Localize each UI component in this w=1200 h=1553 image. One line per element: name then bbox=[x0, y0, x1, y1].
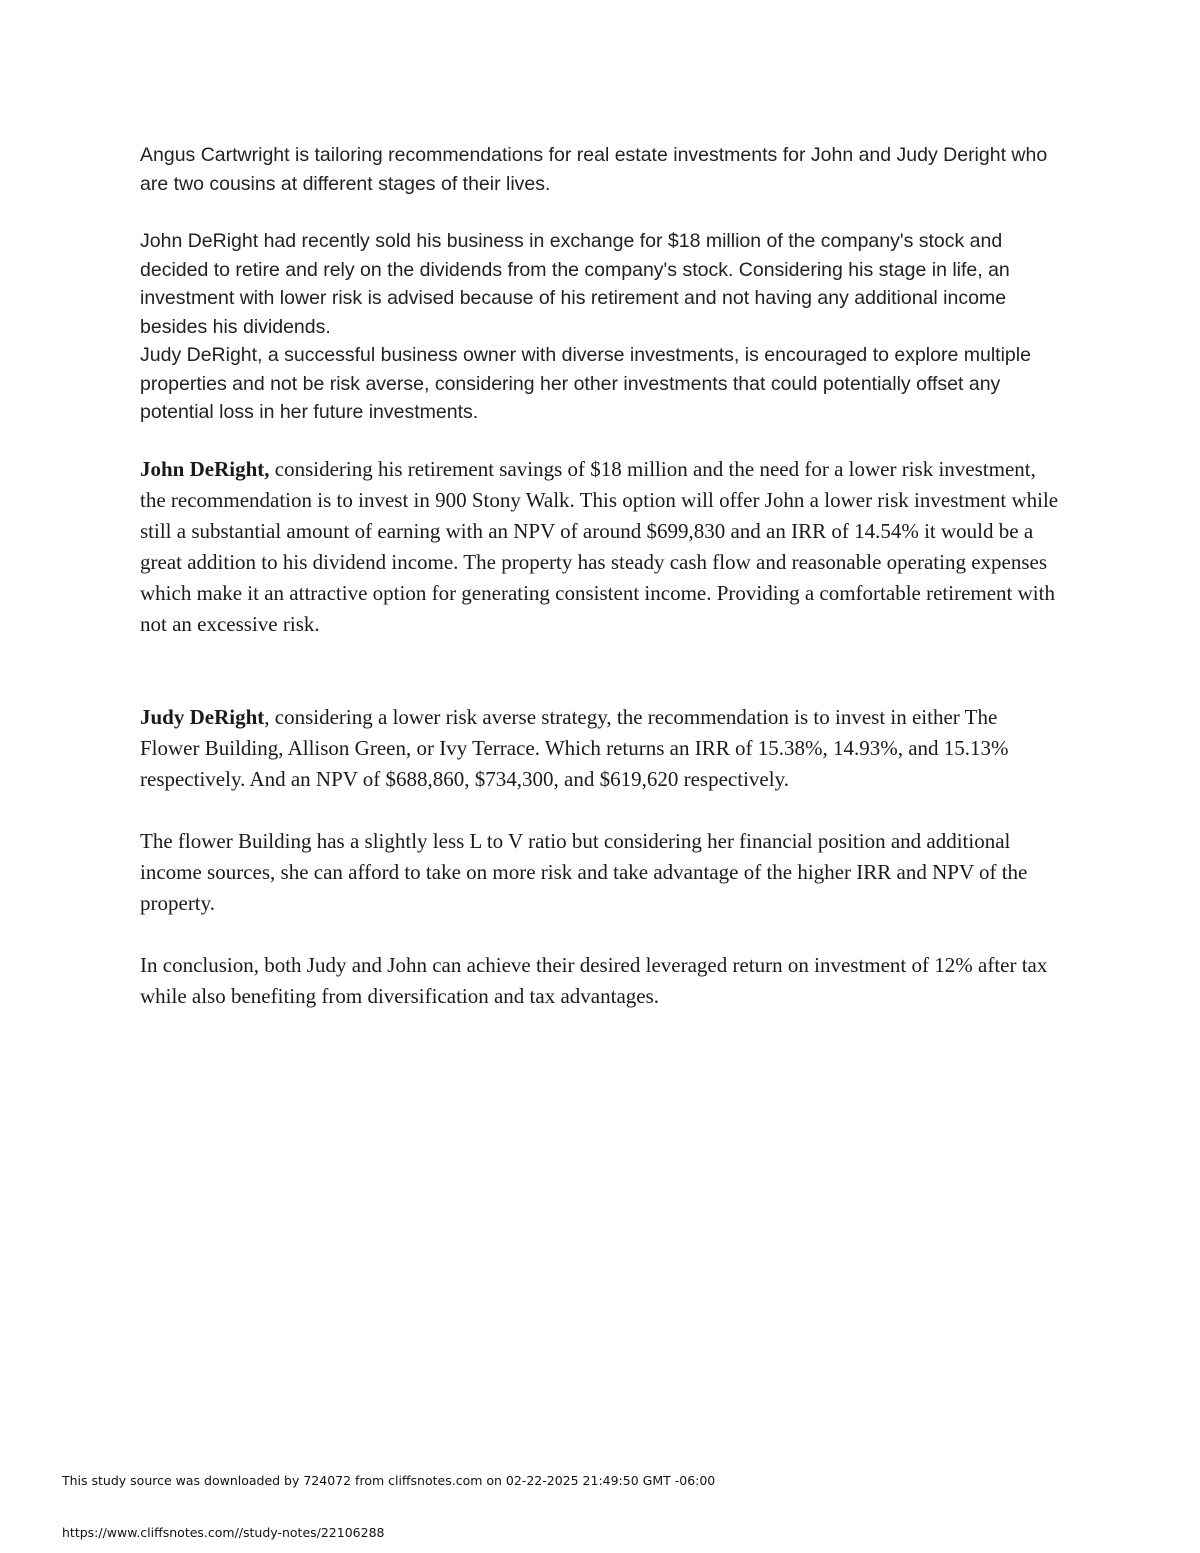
conclusion-text: In conclusion, both Judy and John can achieve their desired leveraged return on investment of 12% after tax while also benefiting from diversification and tax advantages. bbox=[140, 953, 1048, 1008]
judy-followup-text: The flower Building has a slightly less L to V ratio but considering her financial position and additional income sources, she can afford to take on more risk and take advantage of the higher IRR and NPV of the property. bbox=[140, 829, 1028, 915]
conclusion-paragraph bbox=[140, 950, 1060, 1012]
judy-background-paragraph bbox=[140, 341, 1060, 427]
download-source-notice: This study source was downloaded by 724072 from cliffsnotes.com on 02-22-2025 21:49:50 GMT -06:00 bbox=[62, 1473, 716, 1488]
judy-recommendation-text: , considering a lower risk averse strategy, the recommendation is to invest in either The Flower Building, Allison Green, or Ivy Terrace. Which returns an IRR of 15.38%, 14.93%, and 15.13% respectively. And an NPV of $688,860, $734,300, and $619,620 respectively. bbox=[140, 705, 1009, 791]
john-recommendation-paragraph bbox=[140, 454, 1060, 640]
john-background-text: John DeRight had recently sold his business in exchange for $18 million of the company's stock and decided to retire and rely on the dividends from the company's stock. Considering his stage in life, an investment with lower risk is advised because of his retirement and not having any additional income besides his dividends. bbox=[140, 230, 1010, 338]
john-background-paragraph bbox=[140, 227, 1060, 341]
source-url-link[interactable]: https://www.cliffsnotes.com//study-notes/22106288 bbox=[62, 1525, 385, 1540]
john-name-heading: John DeRight, bbox=[140, 457, 270, 481]
judy-recommendation-paragraph bbox=[140, 702, 1060, 795]
judy-followup-paragraph bbox=[140, 826, 1060, 919]
intro-text: Angus Cartwright is tailoring recommendations for real estate investments for John and Judy Deright who are two cousins at different stages of their lives. bbox=[140, 144, 1048, 195]
john-recommendation-text: considering his retirement savings of $18 million and the need for a lower risk investment, the recommendation is to invest in 900 Stony Walk. This option will offer John a lower risk investment while still a substantial amount of earning with an NPV of around $699,830 and an IRR of 14.54% it would be a great addition to his dividend income. The property has steady cash flow and reasonable operating expenses which make it an attractive option for generating consistent income. Providing a comfortable retirement with not an excessive risk. bbox=[140, 457, 1059, 636]
intro-paragraph bbox=[140, 141, 1060, 198]
judy-name-heading: Judy DeRight bbox=[140, 705, 265, 729]
judy-background-text: Judy DeRight, a successful business owner with diverse investments, is encouraged to explore multiple properties and not be risk averse, considering her other investments that could potentially offset any potential loss in her future investments. bbox=[140, 344, 1031, 423]
